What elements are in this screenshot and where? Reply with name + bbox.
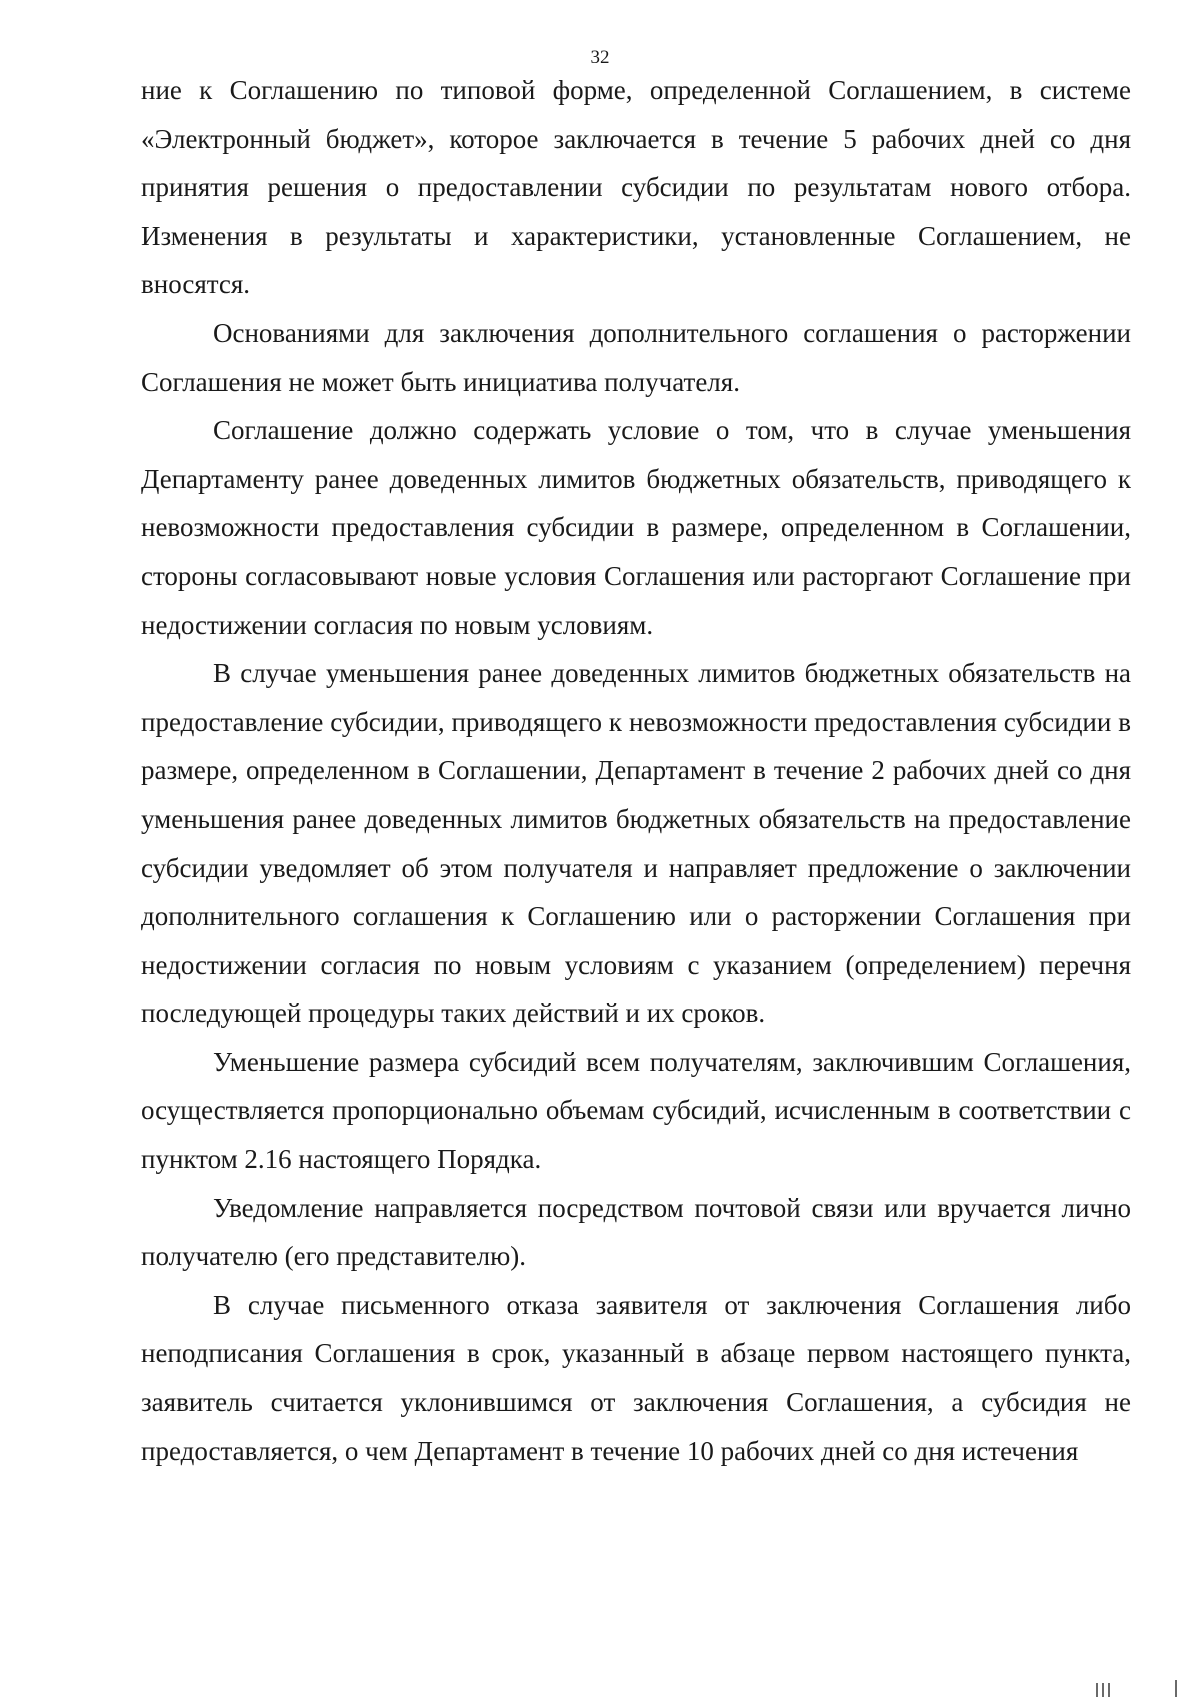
paragraph: В случае письменного отказа заявителя от заключения Соглашения либо неподписания Соглашения в срок, указанный в абзаце первом настоящего пункта, заявитель считается уклонившимся от заключения Соглашения, а субсидия не предоставляется, о чем Департамент в течение 10 рабочих дней со дня истечения <box>141 1289 1131 1466</box>
paragraph: Основаниями для заключения дополнительного соглашения о расторжении Соглашения не может быть инициатива получателя. <box>141 317 1131 397</box>
body-text <box>141 66 1131 1475</box>
scan-artifact <box>1096 1683 1098 1697</box>
paragraph: Уведомление направляется посредством почтовой связи или вручается лично получателю (его представителю). <box>141 1192 1131 1272</box>
paragraph: Уменьшение размера субсидий всем получателям, заключившим Соглашения, осуществляется пропорционально объемам субсидий, исчисленным в соответствии с пунктом 2.16 настоящего Порядка. <box>141 1046 1131 1175</box>
paragraph: В случае уменьшения ранее доведенных лимитов бюджетных обязательств на предоставление субсидии, приводящего к невозможности предоставления субсидии в размере, определенном в Соглашении, Департамент в течение 2 рабочих дней со дня уменьшения ранее доведенных лимитов бюджетных обязательств на предоставление субсидии уведомляет об этом получателя и направляет предложение о заключении дополнительного соглашения к Соглашению или о расторжении Соглашения при недостижении согласия по новым условиям с указанием (определением) перечня последующей процедуры таких действий и их сроков. <box>141 658 1131 1029</box>
scan-artifact <box>1102 1683 1104 1697</box>
scan-artifact <box>1108 1683 1110 1697</box>
page-number: 32 <box>590 47 610 68</box>
scan-artifact <box>1175 1680 1177 1697</box>
paragraph: Соглашение должно содержать условие о том, что в случае уменьшения Департаменту ранее доведенных лимитов бюджетных обязательств, приводящего к невозможности предоставления субсидии в размере, определенном в Соглашении, стороны согласовывают новые условия Соглашения или расторгают Соглашение при недостижении согласия по новым условиям. <box>141 415 1131 640</box>
paragraph-continuation: ние к Соглашению по типовой форме, определенной Соглашением, в системе «Электронный бюджет», которое заключается в течение 5 рабочих дней со дня принятия решения о предоставлении субсидии по результатам нового отбора. Изменения в результаты и характеристики, установленные Соглашением, не вносятся. <box>141 75 1131 300</box>
